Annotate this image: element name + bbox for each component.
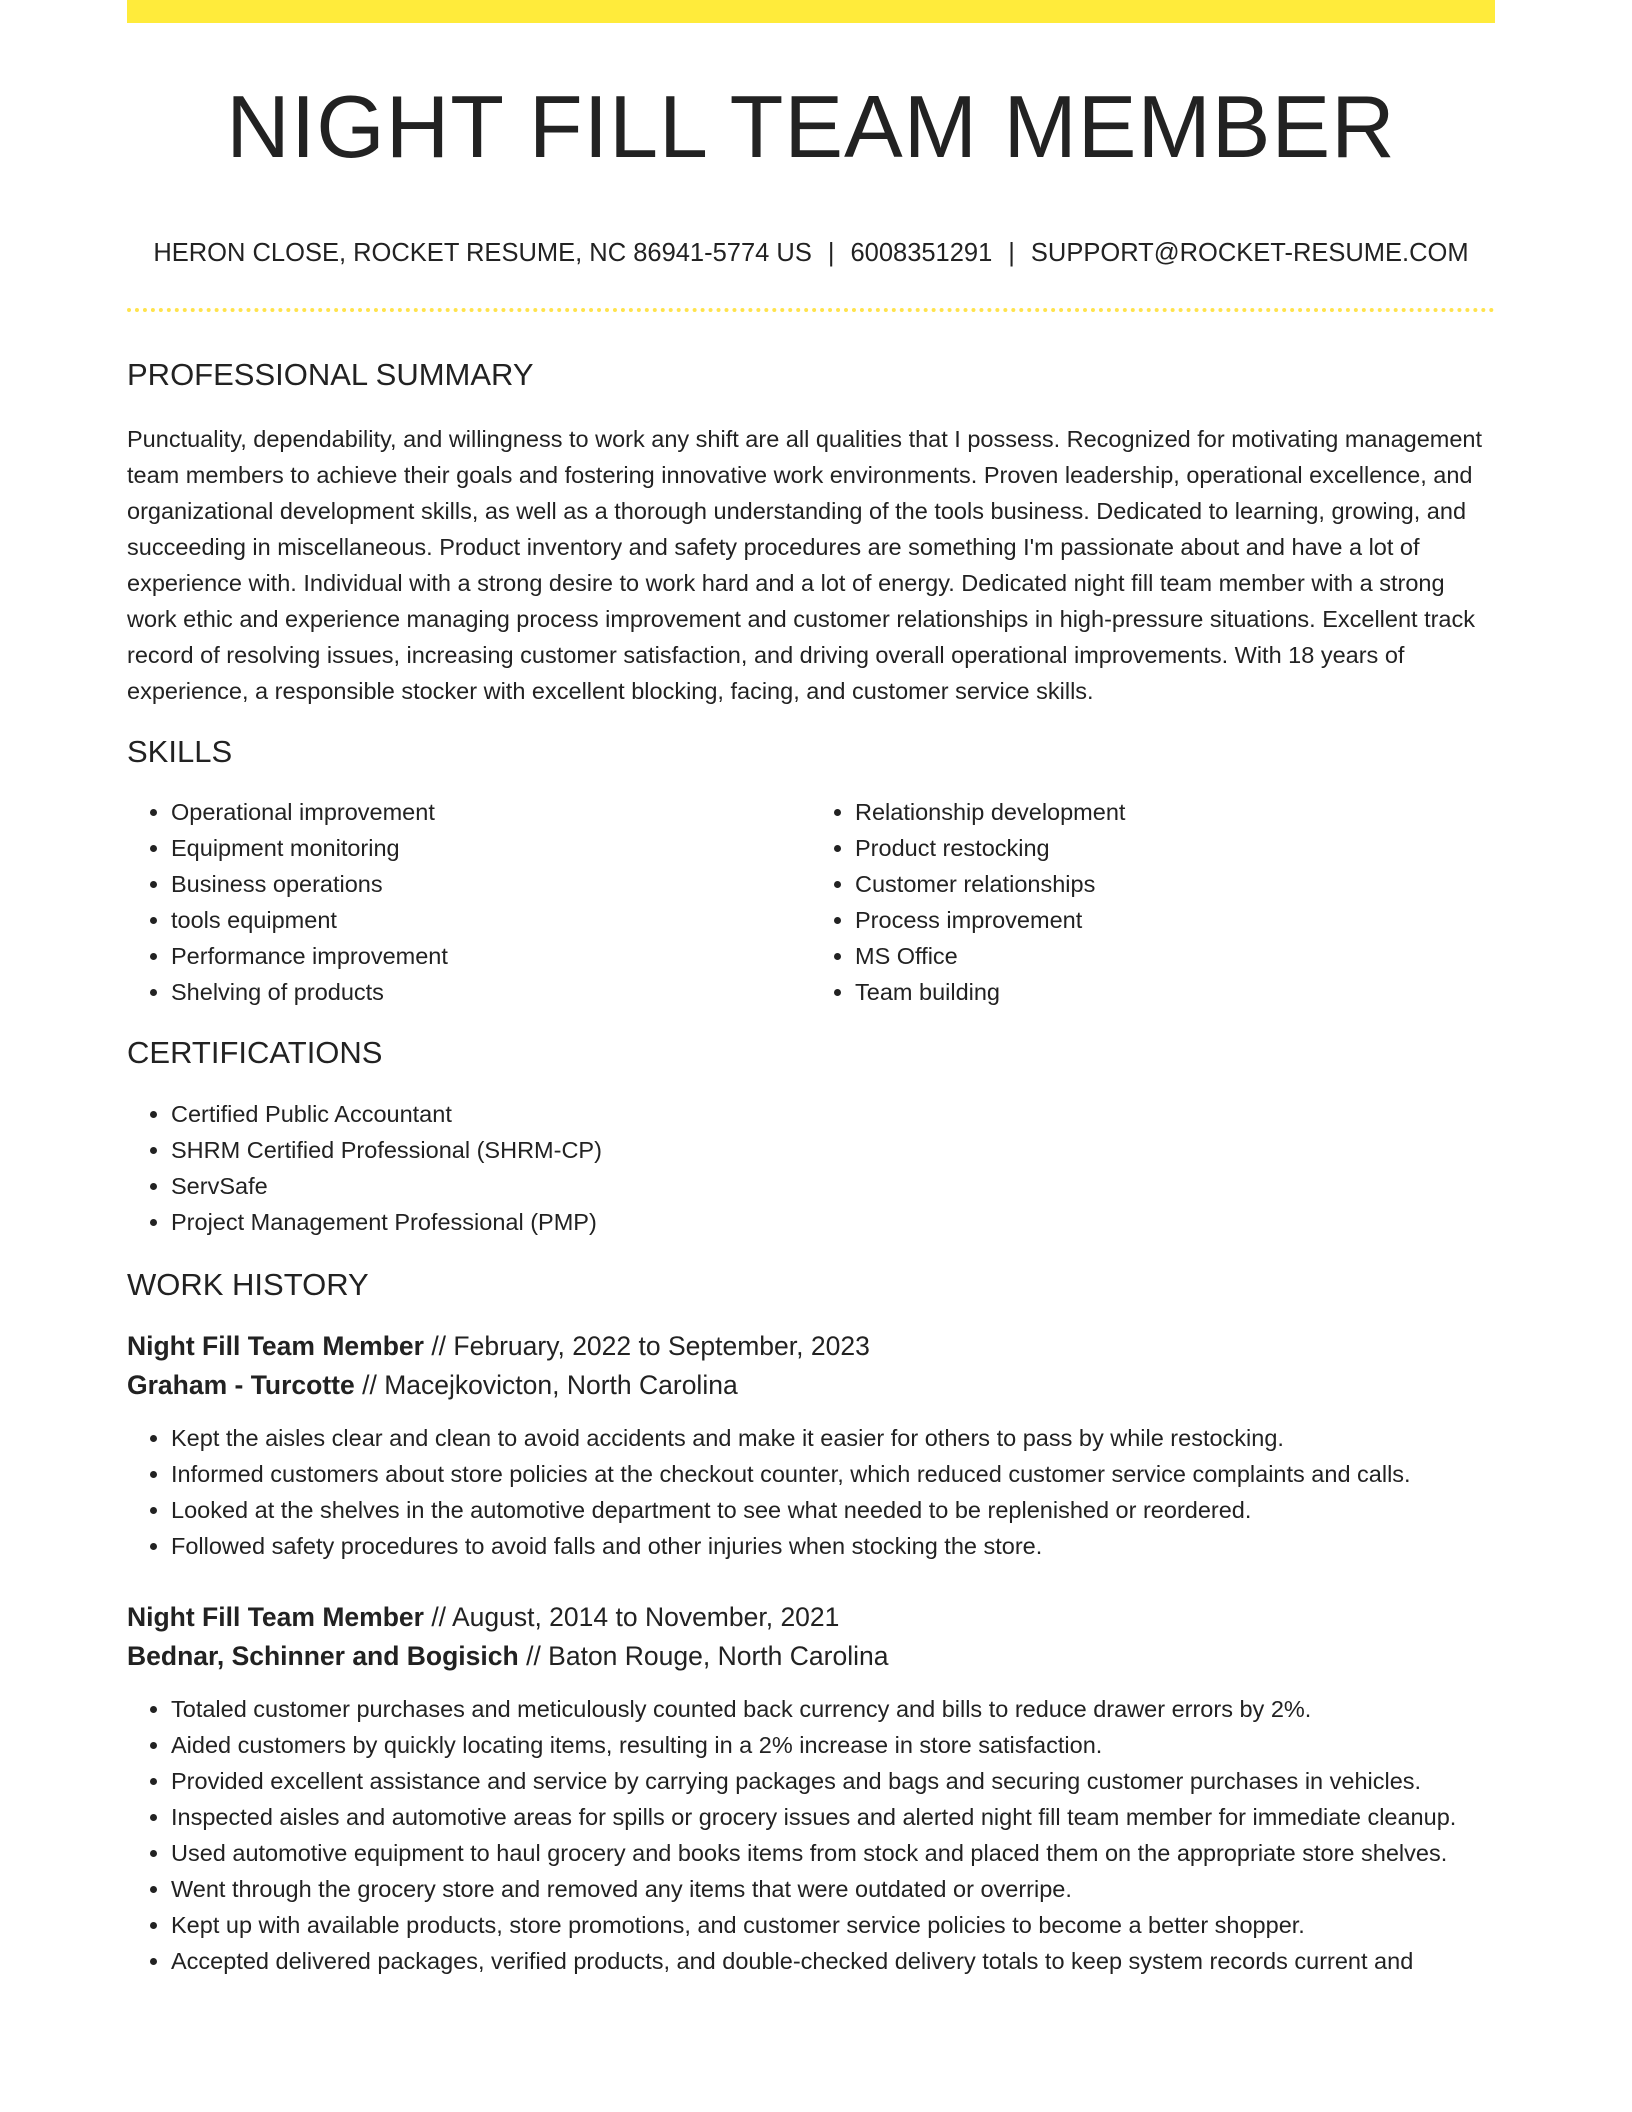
resume-page bbox=[127, 0, 1495, 1979]
section-heading-certifications: CERTIFICATIONS bbox=[127, 1035, 383, 1071]
certification-item: • Certified Public Accountant bbox=[171, 1096, 1495, 1132]
job-bullet: • Followed safety procedures to avoid falls and other injuries when stocking the store. bbox=[171, 1528, 1495, 1564]
certification-item: • SHRM Certified Professional (SHRM-CP) bbox=[171, 1132, 1495, 1168]
job-entry bbox=[127, 1598, 1495, 1979]
job-bullet: • Aided customers by quickly locating items, resulting in a 2% increase in store satisfaction. bbox=[171, 1727, 1495, 1763]
job-bullet: • Went through the grocery store and removed any items that were outdated or overripe. bbox=[171, 1871, 1495, 1907]
job-bullet: • Used automotive equipment to haul grocery and books items from stock and placed them on the appropriate store shelves. bbox=[171, 1835, 1495, 1871]
certification-item: • Project Management Professional (PMP) bbox=[171, 1204, 1495, 1240]
job-bullet: • Inspected aisles and automotive areas for spills or grocery issues and alerted night fill team member for immediate cleanup. bbox=[171, 1799, 1495, 1835]
skill-item: • Shelving of products bbox=[171, 974, 811, 1010]
certification-item: • ServSafe bbox=[171, 1168, 1495, 1204]
skills-list-left bbox=[127, 794, 811, 1010]
job-bullet: • Looked at the shelves in the automotive department to see what needed to be replenished or reordered. bbox=[171, 1492, 1495, 1528]
job-title-line bbox=[127, 1598, 1495, 1637]
skill-item: • Team building bbox=[855, 974, 1495, 1010]
job-bullet: • Accepted delivered packages, verified products, and double-checked delivery totals to keep system records current and bbox=[171, 1943, 1495, 1979]
job-company-line bbox=[127, 1637, 1495, 1676]
dotted-divider bbox=[127, 308, 1495, 312]
job-location: // Macejkovicton, North Carolina bbox=[362, 1369, 738, 1400]
contact-address: HERON CLOSE, ROCKET RESUME, NC 86941-5774 US bbox=[153, 239, 812, 267]
skill-item: • MS Office bbox=[855, 938, 1495, 974]
job-location: // Baton Rouge, North Carolina bbox=[526, 1640, 889, 1671]
work-history-section bbox=[127, 1266, 1495, 1979]
resume-title: NIGHT FILL TEAM MEMBER bbox=[226, 77, 1396, 176]
certifications-list bbox=[127, 1096, 1495, 1240]
job-dates: // February, 2022 to September, 2023 bbox=[431, 1330, 870, 1361]
job-company: Graham - Turcotte bbox=[127, 1369, 355, 1400]
skills-grid bbox=[127, 794, 1495, 1010]
skill-item: • tools equipment bbox=[171, 902, 811, 938]
job-company: Bednar, Schinner and Bogisich bbox=[127, 1640, 519, 1671]
job-company-line bbox=[127, 1366, 1495, 1405]
skill-item: • Relationship development bbox=[855, 794, 1495, 830]
contact-separator: | bbox=[827, 239, 835, 267]
accent-top-bar bbox=[127, 0, 1495, 23]
job-bullets bbox=[127, 1420, 1495, 1564]
skill-item: • Product restocking bbox=[855, 830, 1495, 866]
contact-email: SUPPORT@ROCKET-RESUME.COM bbox=[1030, 239, 1469, 267]
job-bullets bbox=[127, 1691, 1495, 1979]
contact-phone: 6008351291 bbox=[850, 239, 993, 267]
skill-item: • Customer relationships bbox=[855, 866, 1495, 902]
section-heading-work-history: WORK HISTORY bbox=[127, 1266, 369, 1302]
job-bullet: • Kept the aisles clear and clean to avoid accidents and make it easier for others to pass by while restocking. bbox=[171, 1420, 1495, 1456]
skill-item: • Performance improvement bbox=[171, 938, 811, 974]
job-bullet: • Provided excellent assistance and service by carrying packages and bags and securing customer purchases in vehicles. bbox=[171, 1763, 1495, 1799]
job-dates: // August, 2014 to November, 2021 bbox=[431, 1601, 840, 1632]
job-title: Night Fill Team Member bbox=[127, 1330, 424, 1361]
skill-item: • Process improvement bbox=[855, 902, 1495, 938]
section-heading-skills: SKILLS bbox=[127, 734, 233, 770]
skill-item: • Business operations bbox=[171, 866, 811, 902]
summary-text: Punctuality, dependability, and willingness to work any shift are all qualities that I possess. Recognized for motivating management team members to achieve their goals and fostering innovative work environments. Proven leadership, operational excellence, and organizational development skills, as well as a thorough understanding of the tools business. Dedicated to learning, growing, and succeeding in miscellaneous. Product inventory and safety procedures are something I'm passionate about and have a lot of experience with. Individual with a strong desire to work hard and a lot of energy. Dedicated night fill team member with a strong work ethic and experience managing process improvement and customer relationships in high-pressure situations. Excellent track record of resolving issues, increasing customer satisfaction, and driving overall operational improvements. With 18 years of experience, a responsible stocker with excellent blocking, facing, and customer service skills. bbox=[127, 426, 1483, 705]
job-bullet: • Informed customers about store policies at the checkout counter, which reduced customer service complaints and calls. bbox=[171, 1456, 1495, 1492]
summary-section bbox=[127, 356, 1495, 709]
section-heading-summary: PROFESSIONAL SUMMARY bbox=[127, 357, 534, 392]
skill-item: • Operational improvement bbox=[171, 794, 811, 830]
contact-separator: | bbox=[1008, 239, 1015, 267]
skill-item: • Equipment monitoring bbox=[171, 830, 811, 866]
job-title-line bbox=[127, 1327, 1495, 1366]
skills-list-right bbox=[811, 794, 1495, 1010]
job-title: Night Fill Team Member bbox=[127, 1601, 424, 1632]
job-bullet: • Totaled customer purchases and meticulously counted back currency and bills to reduce drawer errors by 2%. bbox=[171, 1691, 1495, 1727]
job-entry bbox=[127, 1327, 1495, 1564]
contact-line bbox=[127, 239, 1495, 268]
skills-section bbox=[127, 733, 1495, 1010]
job-bullet: • Kept up with available products, store promotions, and customer service policies to become a better shopper. bbox=[171, 1907, 1495, 1943]
certifications-section bbox=[127, 1034, 1495, 1239]
